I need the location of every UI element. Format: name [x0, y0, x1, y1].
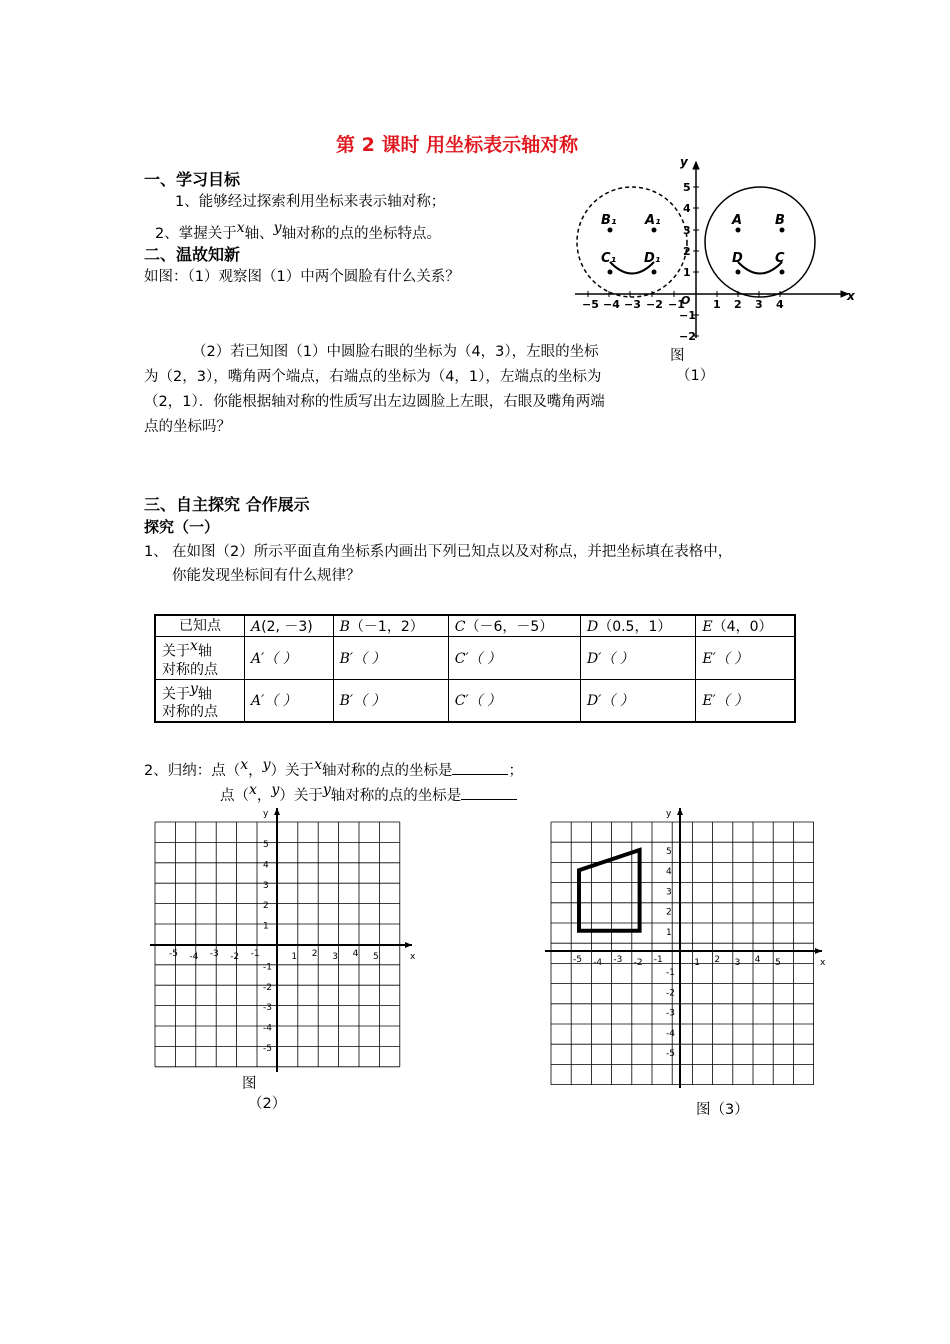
x-tick: −2 [646, 298, 663, 311]
row-label-y-axis: 关于$^y$轴 对称的点 [155, 679, 245, 722]
answer-cell[interactable]: B′（ ） [333, 679, 448, 722]
x-tick-label: -5 [169, 949, 178, 959]
table-row-y-symmetric [155, 679, 795, 722]
table-header-row [155, 615, 795, 637]
x-tick: −3 [624, 298, 641, 311]
x-tick-label: 5 [373, 952, 379, 962]
label-A1: A₁ [645, 213, 661, 228]
table-row-x-symmetric [155, 637, 795, 680]
answer-cell[interactable]: D′（ ） [580, 637, 695, 680]
y-tick-label: 5 [263, 840, 269, 850]
y-tick-label: -5 [666, 1049, 675, 1059]
section1-heading: 一、学习目标 [144, 170, 241, 189]
y-tick-label: 1 [666, 927, 672, 938]
figure-3-caption: 图（3） [696, 1102, 749, 1118]
goal-2: 2、掌握关于$^x$轴、$^y$轴对称的点的坐标特点。 [155, 220, 442, 242]
y-tick: 5 [683, 181, 691, 194]
x-tick: −1 [668, 298, 685, 311]
x-tick-label: -1 [250, 949, 260, 959]
x-tick-label: 4 [754, 955, 761, 965]
y-tick: 4 [683, 202, 691, 215]
y-tick-label: 4 [263, 860, 269, 871]
table-cell: D（0.5，1） [580, 615, 695, 637]
answer-blank-y[interactable] [461, 785, 517, 800]
x-tick: −4 [603, 298, 620, 311]
y-tick-label: 3 [263, 880, 269, 891]
label-D1: D₁ [644, 251, 661, 266]
explore-q1-line2: 你能发现坐标间有什么规律？ [172, 568, 361, 584]
y-tick-label: 2 [263, 901, 269, 912]
question-1: 如图：（1）观察图（1）中两个圆脸有什么关系？ [144, 269, 460, 285]
label-C1: C₁ [601, 251, 617, 266]
table-header-label: 已知点 [155, 615, 245, 637]
y-tick-label: -1 [263, 962, 272, 973]
x-axis-arrow [405, 942, 412, 948]
x-tick-label: 1 [291, 952, 298, 962]
explore-q1-num: 1、 [144, 544, 168, 560]
y-tick-label: 3 [666, 887, 672, 898]
y-axis-arrow [274, 808, 280, 815]
x-axis-label: x [410, 952, 416, 962]
y-tick: 2 [683, 245, 691, 258]
x-tick-label: 2 [714, 955, 721, 965]
answer-cell[interactable]: B′（ ） [333, 637, 448, 680]
x-tick-label: 3 [332, 952, 338, 962]
y-tick-label: -2 [263, 982, 272, 993]
table-cell: E（4，0） [696, 615, 795, 637]
question-2: （2）若已知图（1）中圆脸右眼的坐标为（4，3），左眼的坐标为（2，3），嘴角两个端点，右端点的坐标为（4，1），左端点的坐标为（2，1）．你能根据轴对称的性质写出左边圆脸上左眼，右眼及嘴角两端点的坐标吗？ [144, 344, 605, 435]
answer-cell[interactable]: E′（ ） [696, 637, 795, 680]
y-tick-label: -4 [666, 1028, 675, 1039]
x-axis-label: x [820, 958, 826, 968]
answer-cell[interactable]: A′（ ） [245, 637, 334, 680]
label-A: A [732, 213, 743, 228]
left-face [577, 187, 687, 297]
figure-1-caption-b: （1） [676, 368, 715, 384]
x-axis-arrow [815, 948, 822, 954]
x-tick-label: -1 [653, 955, 663, 965]
summary-line-1: 2、归纳：点（$^x$，$^y$）关于$^x$轴对称的点的坐标是 ； [144, 757, 523, 779]
figure-1 [570, 150, 860, 345]
table-cell: B（－1，2） [333, 615, 448, 637]
explore-q1-line1: 在如图（2）所示平面直角坐标系内画出下列已知点以及对称点，并把坐标填在表格中， [172, 544, 733, 560]
x-tick-label: -5 [573, 955, 582, 965]
origin-label: O [681, 294, 691, 307]
label-C: C [775, 251, 785, 266]
summary-line-2: 点（$^x$，$^y$）关于$^y$轴对称的点的坐标是 [220, 778, 517, 809]
answer-cell[interactable]: E′（ ） [696, 679, 795, 722]
page-title: 第 2 课时 用坐标表示轴对称 [336, 134, 579, 156]
x-tick-label: 5 [775, 958, 781, 968]
y-axis-label: y [666, 809, 672, 819]
figure-3[interactable] [545, 805, 830, 1090]
y-tick-label: -2 [666, 988, 675, 999]
label-B1: B₁ [601, 213, 617, 228]
y-axis-label: y [680, 155, 688, 169]
x-tick-label: -4 [593, 958, 603, 968]
y-tick-label: -3 [263, 1003, 272, 1014]
x-tick-label: 4 [352, 949, 359, 959]
figure-2-caption-b: （2） [248, 1096, 287, 1112]
y-axis-arrow [677, 808, 683, 815]
y-tick-label: -5 [263, 1044, 272, 1054]
y-axis-label: y [263, 809, 269, 819]
section2-heading: 二、温故知新 [144, 245, 241, 264]
answer-blank-x[interactable] [452, 760, 508, 775]
row-label-x-axis: 关于$^x$轴 对称的点 [155, 637, 245, 680]
label-B: B [775, 213, 785, 228]
table-cell: A(2, －3) [245, 615, 334, 637]
x-axis-label: x [847, 289, 855, 303]
y-tick-label: -3 [666, 1008, 675, 1019]
goal-1: 1、能够经过探索利用坐标来表示轴对称； [175, 194, 446, 210]
y-tick-label: 2 [666, 907, 672, 918]
y-tick: 1 [683, 266, 691, 279]
x-tick-label: -2 [633, 958, 643, 968]
coordinates-table [154, 614, 796, 723]
section3-heading: 三、自主探究 合作展示 [144, 495, 310, 514]
x-tick: 2 [734, 298, 742, 311]
x-tick-label: 3 [734, 958, 741, 968]
figure-2[interactable] [150, 805, 425, 1075]
y-tick-label: 1 [263, 921, 269, 932]
label-D: D [732, 251, 743, 266]
table-cell: C（－6，－5） [448, 615, 580, 637]
y-tick-label: -1 [666, 968, 675, 979]
x-tick-label: 1 [694, 958, 700, 968]
answer-cell[interactable]: D′（ ） [580, 679, 695, 722]
x-tick-label: -3 [613, 955, 623, 965]
answer-cell[interactable]: C′（ ） [448, 637, 580, 680]
right-face [705, 187, 815, 297]
x-tick: 4 [776, 298, 784, 311]
x-tick-label: -4 [189, 952, 199, 962]
y-tick: −1 [679, 309, 696, 322]
x-tick-label: 2 [311, 949, 318, 959]
x-tick: −5 [582, 298, 599, 311]
x-tick-label: -2 [230, 952, 240, 962]
y-tick-label: 4 [666, 867, 672, 878]
explore-1-heading: 探究（一） [144, 518, 220, 536]
answer-cell[interactable]: C′（ ） [448, 679, 580, 722]
x-tick: 1 [713, 298, 721, 311]
y-tick: 3 [683, 224, 691, 237]
answer-cell[interactable]: A′（ ） [245, 679, 334, 722]
y-tick-label: 5 [666, 847, 672, 857]
y-tick-label: -4 [263, 1023, 272, 1034]
figure-1-caption-a: 图 [670, 348, 685, 364]
figure-2-caption-a: 图 [242, 1076, 257, 1092]
x-tick: 3 [755, 298, 763, 311]
y-tick: −2 [679, 330, 696, 343]
x-tick-label: -3 [209, 949, 219, 959]
